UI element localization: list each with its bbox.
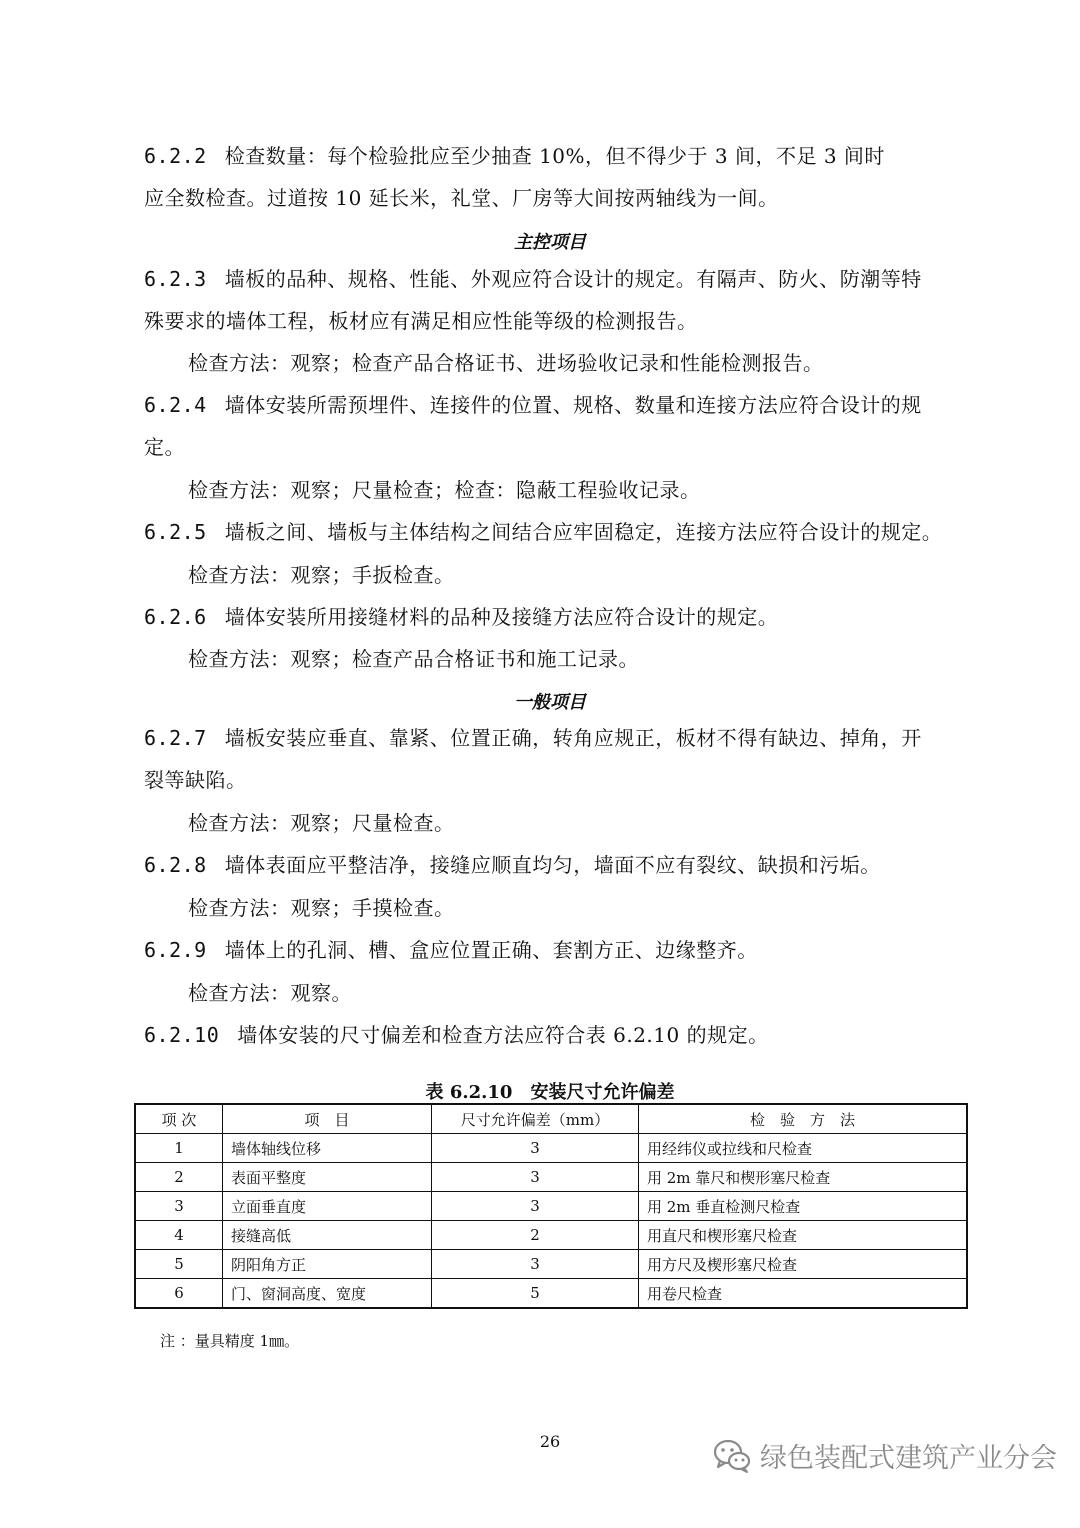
clause-number: 6.2.9 — [144, 938, 207, 962]
clause-number: 6.2.5 — [144, 520, 207, 544]
clause-number: 6.2.10 — [144, 1023, 220, 1047]
check-method: 检查方法：观察；检查产品合格证书和施工记录。 — [188, 647, 639, 671]
clause-text: 墙体表面应平整洁净，接缝应顺直均匀，墙面不应有裂纹、缺损和污垢。 — [224, 853, 881, 877]
check-method: 检查方法：观察；尺量检查；检查：隐蔽工程验收记录。 — [188, 478, 701, 502]
paragraph-6-2-6 — [144, 603, 778, 631]
page-number: 26 — [539, 1432, 561, 1451]
column-header: 检 验 方 法 — [639, 1104, 968, 1134]
watermark-text: 绿色装配式建筑产业分会 — [760, 1443, 1057, 1474]
cell-no: 5 — [135, 1250, 223, 1279]
check-method: 检查方法：观察；尺量检查。 — [188, 811, 455, 835]
cell-no: 4 — [135, 1221, 223, 1250]
paragraph-6-2-10 — [144, 1021, 769, 1049]
cell-item: 表面平整度 — [223, 1163, 432, 1192]
cell-method: 用 2m 靠尺和楔形塞尺检查 — [639, 1163, 968, 1192]
clause-text: 墙板的品种、规格、性能、外观应符合设计的规定。有隔声、防火、防潮等特 — [224, 267, 922, 291]
paragraph-6-2-4 — [144, 391, 922, 419]
cell-no: 2 — [135, 1163, 223, 1192]
cell-tolerance: 3 — [432, 1250, 639, 1279]
paragraph-line: 定。 — [144, 435, 185, 459]
cell-method: 用经纬仪或拉线和尺检查 — [639, 1134, 968, 1163]
cell-method: 用卷尺检查 — [639, 1279, 968, 1309]
clause-text: 墙板安装应垂直、靠紧、位置正确，转角应规正，板材不得有缺边、掉角，开 — [224, 726, 922, 750]
paragraph-6-2-9 — [144, 936, 758, 964]
cell-tolerance: 3 — [432, 1163, 639, 1192]
table-row — [135, 1192, 967, 1221]
cell-tolerance: 3 — [432, 1192, 639, 1221]
table-caption: 表 6.2.10 安装尺寸允许偏差 — [425, 1082, 675, 1103]
table-row — [135, 1163, 967, 1192]
check-method: 检查方法：观察；检查产品合格证书、进场验收记录和性能检测报告。 — [188, 351, 824, 375]
cell-method: 用直尺和楔形塞尺检查 — [639, 1221, 968, 1250]
table-note: 注 ：量具精度 1㎜。 — [160, 1332, 300, 1350]
cell-no: 6 — [135, 1279, 223, 1309]
paragraph-line: 应全数检查。过道按 10 延长米，礼堂、厂房等大间按两轴线为一间。 — [144, 186, 779, 210]
cell-no: 1 — [135, 1134, 223, 1163]
paragraph-6-2-3 — [144, 265, 922, 293]
clause-text: 墙板之间、墙板与主体结构之间结合应牢固稳定，连接方法应符合设计的规定。 — [224, 520, 943, 544]
cell-item: 接缝高低 — [223, 1221, 432, 1250]
check-method: 检查方法：观察；手扳检查。 — [188, 563, 455, 587]
paragraph-line: 殊要求的墙体工程，板材应有满足相应性能等级的检测报告。 — [144, 309, 698, 333]
paragraph-6-2-8 — [144, 851, 881, 879]
wechat-icon — [712, 1438, 752, 1474]
clause-text: 墙体上的孔洞、槽、盒应位置正确、套割方正、边缘整齐。 — [224, 938, 758, 962]
cell-tolerance: 2 — [432, 1221, 639, 1250]
clause-number: 6.2.4 — [144, 393, 207, 417]
column-header: 项 次 — [135, 1104, 223, 1134]
clause-number: 6.2.8 — [144, 853, 207, 877]
paragraph-6-2-2 — [144, 142, 885, 170]
clause-number: 6.2.3 — [144, 267, 207, 291]
table-row — [135, 1221, 967, 1250]
cell-item: 阴阳角方正 — [223, 1250, 432, 1279]
clause-text: 检查数量：每个检验批应至少抽查 10%，但不得少于 3 间，不足 3 间时 — [224, 144, 885, 168]
cell-method: 用 2m 垂直检测尺检查 — [639, 1192, 968, 1221]
cell-no: 3 — [135, 1192, 223, 1221]
paragraph-6-2-5 — [144, 518, 942, 546]
paragraph-6-2-7 — [144, 724, 922, 752]
cell-tolerance: 3 — [432, 1134, 639, 1163]
cell-item: 立面垂直度 — [223, 1192, 432, 1221]
paragraph-line: 裂等缺陷。 — [144, 768, 247, 792]
cell-method: 用方尺及楔形塞尺检查 — [639, 1250, 968, 1279]
table-row — [135, 1134, 967, 1163]
check-method: 检查方法：观察；手摸检查。 — [188, 896, 455, 920]
watermark — [712, 1436, 1057, 1475]
table-row — [135, 1279, 967, 1309]
clause-number: 6.2.6 — [144, 605, 207, 629]
clause-text: 墙体安装的尺寸偏差和检查方法应符合表 6.2.10 的规定。 — [237, 1023, 769, 1047]
section-heading-main: 主控项目 — [514, 232, 586, 253]
tolerance-table — [134, 1103, 968, 1309]
column-header: 项 目 — [223, 1104, 432, 1134]
clause-number: 6.2.7 — [144, 726, 207, 750]
clause-text: 墙体安装所用接缝材料的品种及接缝方法应符合设计的规定。 — [224, 605, 779, 629]
clause-text: 墙体安装所需预埋件、连接件的位置、规格、数量和连接方法应符合设计的规 — [224, 393, 922, 417]
check-method: 检查方法：观察。 — [188, 981, 352, 1005]
column-header: 尺寸允许偏差（mm） — [432, 1104, 639, 1134]
cell-item: 门、窗洞高度、宽度 — [223, 1279, 432, 1309]
clause-number: 6.2.2 — [144, 144, 207, 168]
table-row — [135, 1250, 967, 1279]
cell-item: 墙体轴线位移 — [223, 1134, 432, 1163]
cell-tolerance: 5 — [432, 1279, 639, 1309]
table-header-row — [135, 1104, 967, 1134]
section-heading-general: 一般项目 — [514, 692, 586, 713]
